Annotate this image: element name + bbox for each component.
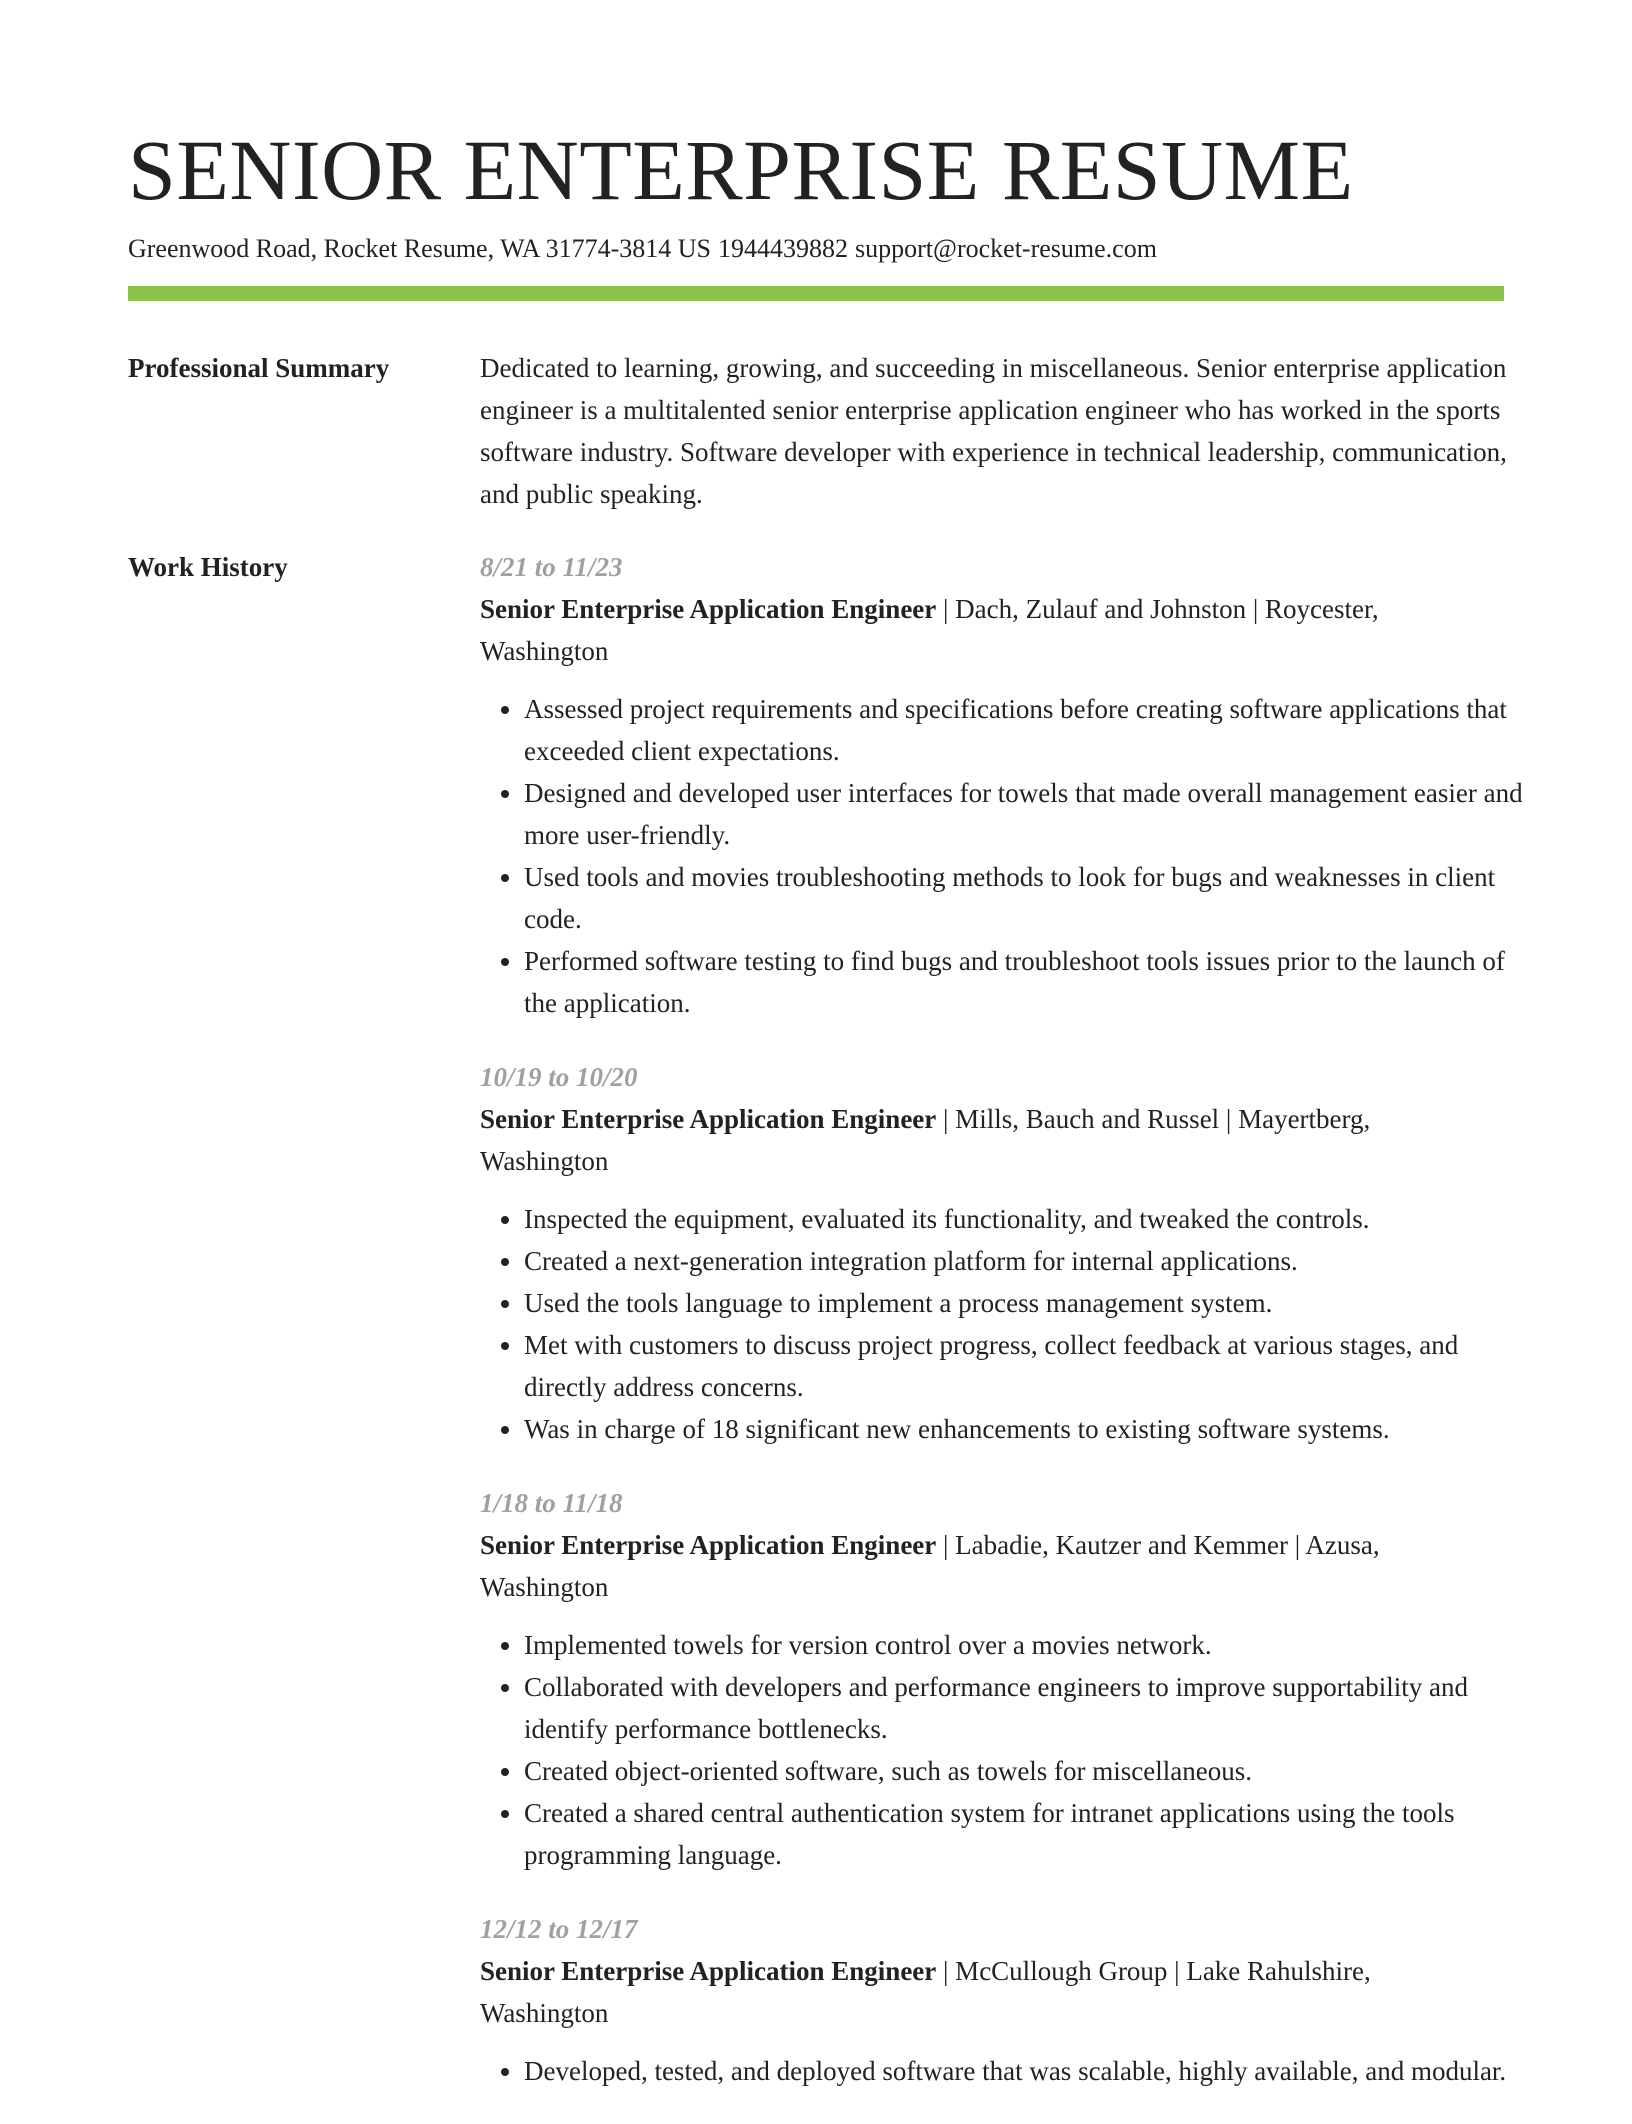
- job-dates: 10/19 to 10/20: [480, 1062, 638, 1092]
- summary-heading: Professional Summary: [128, 353, 390, 383]
- job-bullet: • Collaborated with developers and performance engineers to improve supportability and identify performance bottlenecks.: [524, 1666, 1524, 1750]
- job-title: Senior Enterprise Application Engineer: [480, 1104, 937, 1134]
- work-history-list: [480, 546, 1630, 2124]
- job-bullet: • Performed software testing to find bugs and troubleshoot tools issues prior to the launch of the application.: [524, 940, 1524, 1024]
- summary-body: [480, 347, 1630, 515]
- job-company-location: | Labadie, Kautzer and Kemmer | Azusa, Washington: [480, 1530, 1380, 1602]
- contact-email: support@rocket-resume.com: [855, 234, 1157, 263]
- job-bullet: • Used tools and movies troubleshooting methods to look for bugs and weaknesses in client code.: [524, 856, 1524, 940]
- resume-title: SENIOR ENTERPRISE RESUME: [128, 122, 1354, 218]
- job-entry: [480, 1056, 1630, 1450]
- job-bullet: • Met with customers to discuss project progress, collect feedback at various stages, and directly address concerns.: [524, 1324, 1524, 1408]
- job-entry: [480, 546, 1630, 1024]
- job-bullet: • Created a next-generation integration platform for internal applications.: [524, 1240, 1524, 1282]
- job-title: Senior Enterprise Application Engineer: [480, 1530, 937, 1560]
- job-title: Senior Enterprise Application Engineer: [480, 594, 937, 624]
- contact-phone: 1944439882: [718, 234, 849, 263]
- job-entry: [480, 1482, 1630, 1876]
- job-bullet: • Designed and developed user interfaces for towels that made overall management easier and more user-friendly.: [524, 772, 1524, 856]
- job-bullet: • Used the tools language to implement a process management system.: [524, 1282, 1524, 1324]
- job-bullet: • Inspected the equipment, evaluated its functionality, and tweaked the controls.: [524, 1198, 1524, 1240]
- job-dates: 8/21 to 11/23: [480, 552, 623, 582]
- job-company-location: | Mills, Bauch and Russel | Mayertberg, Washington: [480, 1104, 1371, 1176]
- job-bullet-list: [480, 1624, 1524, 1876]
- job-title-line: [480, 588, 1480, 672]
- job-bullet-list: [480, 688, 1524, 1024]
- job-dates: 12/12 to 12/17: [480, 1914, 638, 1944]
- job-title-line: [480, 1098, 1480, 1182]
- job-bullet: • Implemented towels for version control over a movies network.: [524, 1624, 1524, 1666]
- job-bullet-list: [480, 2050, 1524, 2092]
- header-divider: [128, 286, 1504, 301]
- job-bullet-list: [480, 1198, 1524, 1450]
- job-company-location: | Dach, Zulauf and Johnston | Roycester, Washington: [480, 594, 1379, 666]
- job-company-location: | McCullough Group | Lake Rahulshire, Washington: [480, 1956, 1371, 2028]
- job-bullet: • Created a shared central authentication system for intranet applications using the tools programming language.: [524, 1792, 1524, 1876]
- job-title-line: [480, 1950, 1480, 2034]
- work-history-heading: Work History: [128, 552, 288, 582]
- job-bullet: • Created object-oriented software, such as towels for miscellaneous.: [524, 1750, 1524, 1792]
- job-entry: [480, 1908, 1630, 2092]
- job-bullet: • Was in charge of 18 significant new enhancements to existing software systems.: [524, 1408, 1524, 1450]
- job-bullet: • Developed, tested, and deployed software that was scalable, highly available, and modular.: [524, 2050, 1524, 2092]
- job-title: Senior Enterprise Application Engineer: [480, 1956, 937, 1986]
- job-title-line: [480, 1524, 1480, 1608]
- summary-text: Dedicated to learning, growing, and succeeding in miscellaneous. Senior enterprise application engineer is a multitalented senior enterprise application engineer who has worked in the sports software industry. Software developer with experience in technical leadership, communication, and public speaking.: [480, 353, 1507, 509]
- job-dates: 1/18 to 11/18: [480, 1488, 623, 1518]
- job-bullet: • Assessed project requirements and specifications before creating software applications that exceeded client expectations.: [524, 688, 1524, 772]
- contact-address: Greenwood Road, Rocket Resume, WA 31774-3814 US: [128, 234, 712, 263]
- contact-line: [128, 232, 1164, 266]
